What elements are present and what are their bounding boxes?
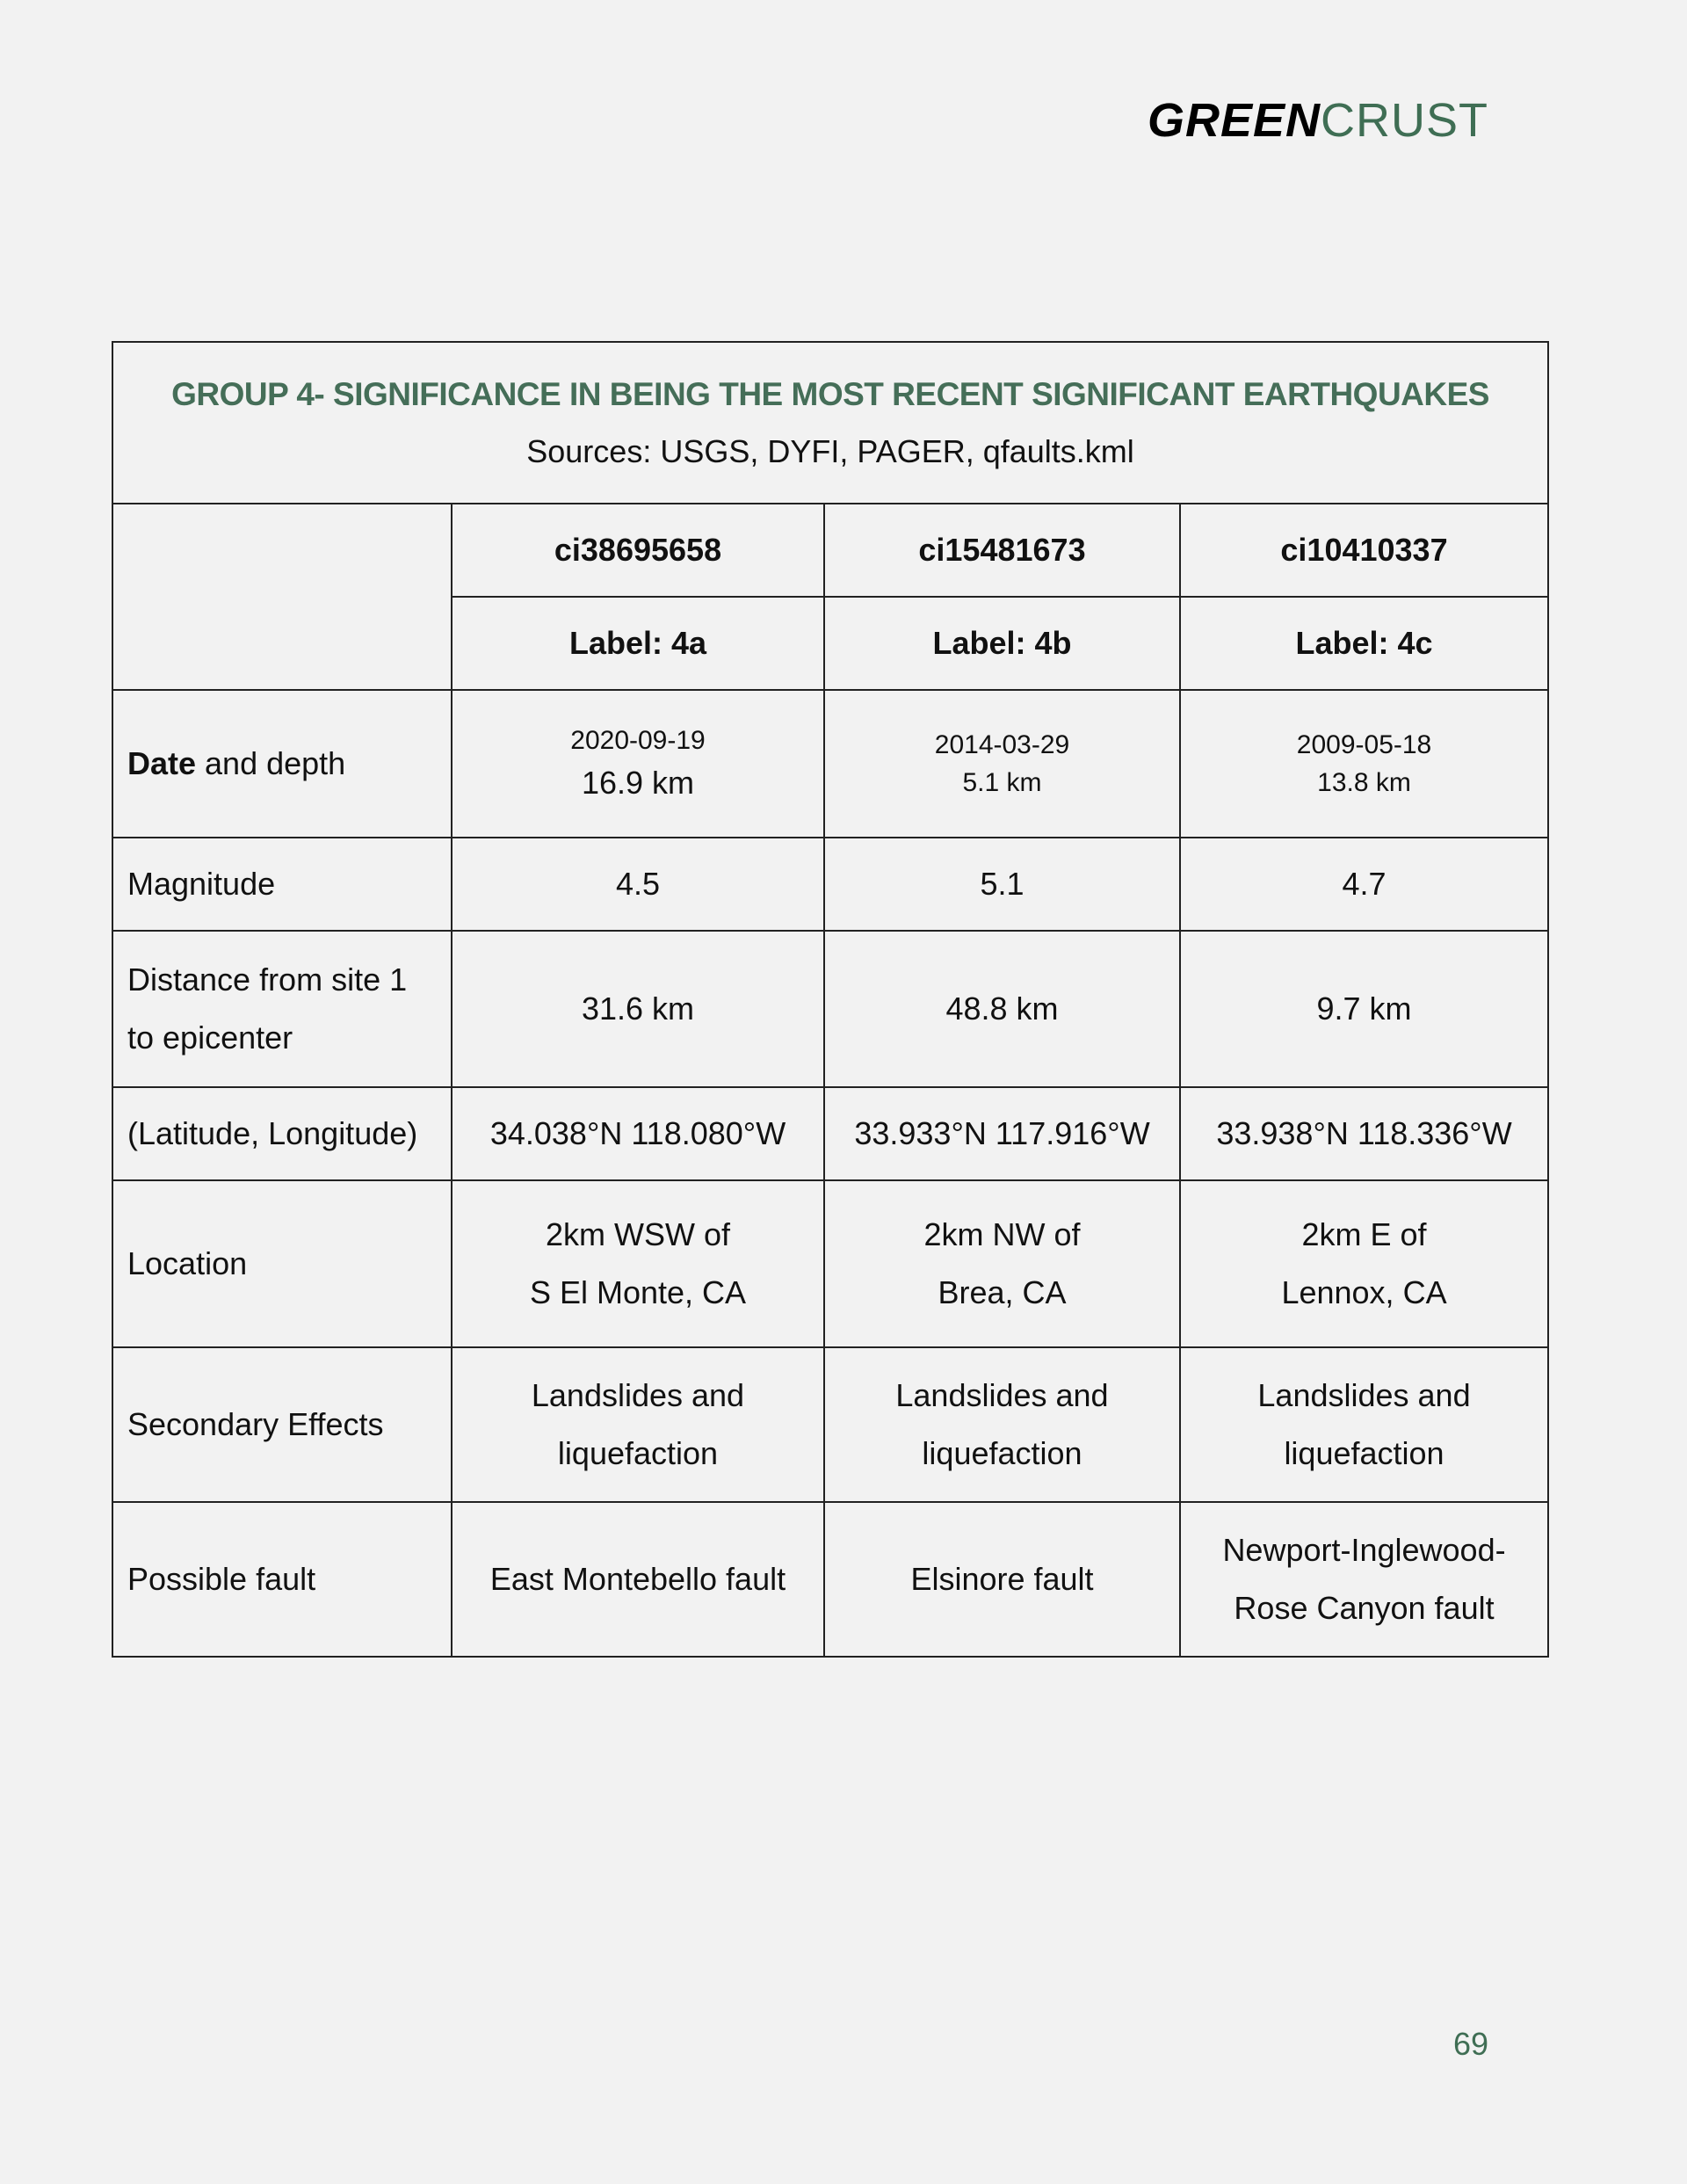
possible-fault-4c — [1180, 1502, 1548, 1657]
possible-fault-row — [112, 1502, 1548, 1657]
secondary-line1: Landslides and — [895, 1376, 1109, 1413]
fault-line2: Rose Canyon fault — [1234, 1590, 1495, 1626]
latlon-4a: 34.038°N 118.080°W — [452, 1087, 824, 1180]
latlon-row — [112, 1087, 1548, 1180]
title-row — [112, 342, 1548, 504]
secondary-line1: Landslides and — [1257, 1376, 1471, 1413]
earthquake-table — [112, 341, 1549, 1658]
secondary-effects-4c — [1180, 1347, 1548, 1502]
location-line1: 2km WSW of — [545, 1215, 730, 1252]
page-number: 69 — [1452, 2026, 1488, 2062]
event-id-4c: ci10410337 — [1180, 504, 1548, 597]
distance-label-line1: Distance from site 1 — [127, 961, 408, 998]
location-row — [112, 1180, 1548, 1347]
date-depth-4c — [1180, 690, 1548, 838]
date-depth-label — [112, 690, 452, 838]
date-label-rest: and depth — [196, 744, 346, 781]
event-id-4a: ci38695658 — [452, 504, 824, 597]
possible-fault-label: Possible fault — [112, 1502, 452, 1657]
event-id-4b: ci15481673 — [824, 504, 1180, 597]
location-line2: Brea, CA — [938, 1274, 1067, 1310]
date-value: 2009-05-18 — [1296, 729, 1432, 759]
magnitude-label: Magnitude — [112, 838, 452, 931]
secondary-line2: liquefaction — [922, 1435, 1082, 1471]
latlon-label: (Latitude, Longitude) — [112, 1087, 452, 1180]
empty-header-cell — [112, 504, 452, 690]
location-line1: 2km E of — [1301, 1215, 1427, 1252]
latlon-4b: 33.933°N 117.916°W — [824, 1087, 1180, 1180]
location-line1: 2km NW of — [923, 1215, 1081, 1252]
logo-green-text: GREEN — [1147, 94, 1321, 147]
depth-value: 13.8 km — [1317, 768, 1411, 797]
distance-4a: 31.6 km — [452, 931, 824, 1087]
secondary-line1: Landslides and — [531, 1376, 745, 1413]
date-depth-row — [112, 690, 1548, 838]
label-4a: Label: 4a — [452, 597, 824, 690]
secondary-effects-4a — [452, 1347, 824, 1502]
location-line2: Lennox, CA — [1281, 1274, 1447, 1310]
logo-crust-text: CRUST — [1321, 94, 1488, 147]
location-line2: S El Monte, CA — [529, 1274, 747, 1310]
secondary-line2: liquefaction — [1284, 1435, 1444, 1471]
depth-value: 16.9 km — [581, 764, 695, 801]
date-label-bold: Date — [127, 744, 197, 781]
sources-text: Sources: USGS, DYFI, PAGER, qfaults.kml — [526, 432, 1134, 469]
date-depth-4a — [452, 690, 824, 838]
secondary-effects-label: Secondary Effects — [112, 1347, 452, 1502]
distance-row — [112, 931, 1548, 1087]
location-4c — [1180, 1180, 1548, 1347]
location-label: Location — [112, 1180, 452, 1347]
secondary-effects-row — [112, 1347, 1548, 1502]
magnitude-4b: 5.1 — [824, 838, 1180, 931]
depth-value: 5.1 km — [962, 768, 1042, 797]
label-4c: Label: 4c — [1180, 597, 1548, 690]
location-4a — [452, 1180, 824, 1347]
possible-fault-4b: Elsinore fault — [824, 1502, 1180, 1657]
magnitude-row — [112, 838, 1548, 931]
distance-4c: 9.7 km — [1180, 931, 1548, 1087]
distance-4b: 48.8 km — [824, 931, 1180, 1087]
distance-label — [112, 931, 452, 1087]
table-title: GROUP 4- SIGNIFICANCE IN BEING THE MOST RECENT SIGNIFICANT EARTHQUAKES — [171, 376, 1489, 413]
magnitude-4a: 4.5 — [452, 838, 824, 931]
magnitude-4c: 4.7 — [1180, 838, 1548, 931]
distance-label-line2: to epicenter — [127, 1019, 293, 1056]
greencrust-logo — [1147, 94, 1488, 147]
location-4b — [824, 1180, 1180, 1347]
secondary-line2: liquefaction — [557, 1435, 719, 1471]
possible-fault-4a: East Montebello fault — [452, 1502, 824, 1657]
fault-line1: Newport-Inglewood- — [1222, 1531, 1506, 1568]
secondary-effects-4b — [824, 1347, 1180, 1502]
id-row — [112, 504, 1548, 597]
date-value: 2014-03-29 — [934, 729, 1070, 759]
latlon-4c: 33.938°N 118.336°W — [1180, 1087, 1548, 1180]
date-value: 2020-09-19 — [570, 726, 706, 756]
label-4b: Label: 4b — [824, 597, 1180, 690]
title-cell — [112, 342, 1548, 504]
date-depth-4b — [824, 690, 1180, 838]
